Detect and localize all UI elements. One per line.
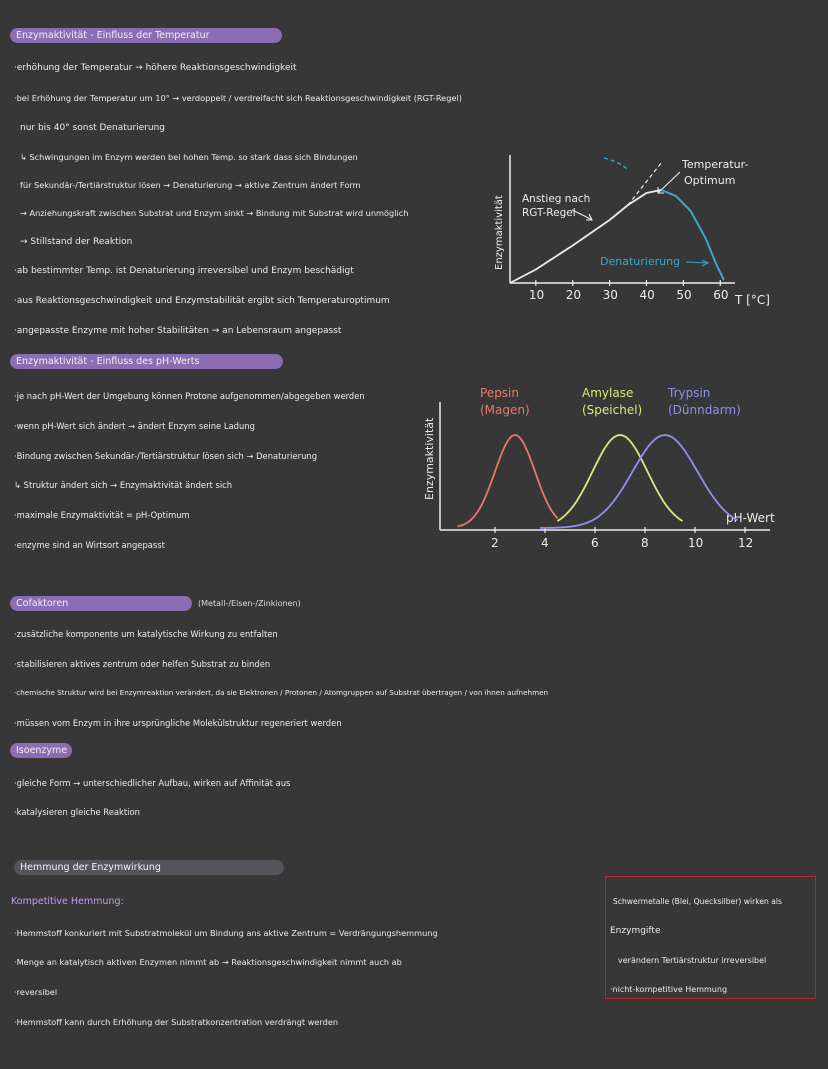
ph-line-1: ·je nach pH-Wert der Umgebung können Protone aufgenommen/abgegeben werden <box>14 391 365 401</box>
ph-series-pepsin <box>458 435 558 526</box>
ph-label-trypsin: Trypsin (Dünndarm) <box>668 386 741 417</box>
temp-tick-label-10: 10 <box>528 288 545 302</box>
ph-line-4: ↳ Struktur ändert sich → Enzymaktivität ändert sich <box>14 480 233 490</box>
temp-annotation-optimum: Temperatur-Optimum <box>682 158 749 187</box>
cofactor-line-3: ·chemische Struktur wird bei Enzymreaktion verändert, da sie Elektronen / Protonen / Atomgruppen auf Substrat übertragen / von ihnen aufnehmen <box>14 688 549 697</box>
temperature-chart <box>480 150 780 315</box>
section-header-ph: Enzymaktivität - Einfluss des pH-Werts <box>10 354 283 369</box>
temp-line-4: ↳ Schwingungen im Enzym werden bei hohen Temp. so stark dass sich Bindungen <box>20 152 358 162</box>
temp-tick-label-40: 40 <box>639 288 655 302</box>
ph-tick-label-6: 6 <box>591 536 599 550</box>
box-line-3: verändern Tertiärstruktur irreversibel <box>618 956 767 965</box>
temp-annotation-denaturation-arrow <box>686 260 708 266</box>
ph-chart-ylabel: Enzymaktivität <box>423 417 436 500</box>
temp-line-1: ·erhöhung der Temperatur → höhere Reaktionsgeschwindigkeit <box>14 63 297 73</box>
temp-annotation-optimum-arrow <box>658 172 680 193</box>
isoenzyme-line-1: ·gleiche Form → unterschiedlicher Aufbau, wirken auf Affinität aus <box>14 778 291 788</box>
ph-label-amylase: Amylase (Speichel) <box>582 386 643 417</box>
temp-line-7: → Stillstand der Reaktion <box>20 237 133 247</box>
temp-line-2: ·bei Erhöhung der Temperatur um 10° → verdoppelt / verdreifacht sich Reaktionsgeschwindigkeit (RGT-Regel) <box>14 93 462 103</box>
ph-label-pepsin: Pepsin (Magen) <box>480 386 530 417</box>
cofactor-line-2: ·stabilisieren aktives zentrum oder helfen Substrat zu binden <box>14 659 271 669</box>
ph-line-2: ·wenn pH-Wert sich ändert → ändert Enzym seine Ladung <box>14 421 255 431</box>
temp-line-5: für Sekundär-/Tertiärstruktur lösen → Denaturierung → aktive Zentrum ändert Form <box>20 180 361 190</box>
cofactor-line-1: ·zusätzliche komponente um katalytische Wirkung zu entfalten <box>14 629 278 639</box>
ph-series-trypsin <box>540 435 738 528</box>
ph-tick-label-8: 8 <box>641 536 649 550</box>
inhibition-line-2: ·Menge an katalytisch aktiven Enzymen nimmt ab → Reaktionsgeschwindigkeit nimmt auch ab <box>14 957 402 967</box>
box-line-4: ·nicht-kompetitive Hemmung <box>610 985 728 994</box>
section-header-temperature: Enzymaktivität - Einfluss der Temperatur <box>10 28 282 43</box>
temp-line-8: ·ab bestimmter Temp. ist Denaturierung irreversibel und Enzym beschädigt <box>14 266 354 276</box>
section-header-isoenzymes: Isoenzyme <box>10 743 72 758</box>
temp-chart-ylabel: Enzymaktivität <box>494 195 505 270</box>
ph-chart-xlabel: pH-Wert <box>726 511 775 525</box>
temp-line-3: nur bis 40° sonst Denaturierung <box>20 123 166 133</box>
cofactors-note: (Metall-/Eisen-/Zinkionen) <box>198 599 301 608</box>
inhibition-line-3: ·reversibel <box>14 987 58 997</box>
temp-dashed-extrapolation <box>604 158 628 170</box>
isoenzyme-line-2: ·katalysieren gleiche Reaktion <box>14 807 140 817</box>
ph-tick-label-10: 10 <box>688 536 704 550</box>
box-line-1: Schwermetalle (Blei, Quecksilber) wirken als <box>613 897 782 906</box>
ph-tick-label-2: 2 <box>491 536 499 550</box>
inhibition-line-4: ·Hemmstoff kann durch Erhöhung der Substratkonzentration verdrängt werden <box>14 1017 339 1027</box>
competitive-inhibition-title: Kompetitive Hemmung: <box>11 896 124 907</box>
inhibition-line-1: ·Hemmstoff konkuriert mit Substratmolekül um Bindung ans aktive Zentrum = Verdrängungshemmung <box>14 928 438 938</box>
section-header-inhibition: Hemmung der Enzymwirkung <box>14 860 284 875</box>
temp-tick-label-30: 30 <box>602 288 618 302</box>
ph-tick-label-4: 4 <box>541 536 549 550</box>
ph-series-amylase <box>558 435 683 521</box>
ph-line-5: ·maximale Enzymaktivität = pH-Optimum <box>14 510 190 520</box>
temp-tick-label-60: 60 <box>713 288 729 302</box>
section-header-cofactors: Cofaktoren <box>10 596 192 611</box>
temp-dashed-tangent <box>628 162 662 205</box>
temp-chart-xlabel: T [°C] <box>735 293 770 307</box>
ph-tick-label-12: 12 <box>738 536 754 550</box>
ph-line-3: ·Bindung zwischen Sekundär-/Tertiärstruktur lösen sich → Denaturierung <box>14 451 318 461</box>
ph-line-6: ·enzyme sind an Wirtsort angepasst <box>14 540 165 550</box>
cofactor-line-4: ·müssen vom Enzym in ihre ursprüngliche Molekülstruktur regeneriert werden <box>14 718 342 728</box>
ph-chart <box>420 380 790 555</box>
temp-line-10: ·angepasste Enzyme mit hoher Stabilitäten → an Lebensraum angepasst <box>14 326 342 336</box>
box-line-2: Enzymgifte <box>610 926 661 936</box>
temp-line-6: → Anziehungskraft zwischen Substrat und Enzym sinkt → Bindung mit Substrat wird unmöglich <box>20 208 409 218</box>
temp-line-9: ·aus Reaktionsgeschwindigkeit und Enzymstabilität ergibt sich Temperaturoptimum <box>14 296 390 306</box>
heavy-metals-box <box>605 876 816 999</box>
temp-tick-label-20: 20 <box>565 288 581 302</box>
temp-annotation-denaturation: Denaturierung <box>600 255 681 268</box>
temp-tick-label-50: 50 <box>676 288 692 302</box>
temp-annotation-rgt: Anstieg nach RGT-Regel <box>522 193 591 219</box>
